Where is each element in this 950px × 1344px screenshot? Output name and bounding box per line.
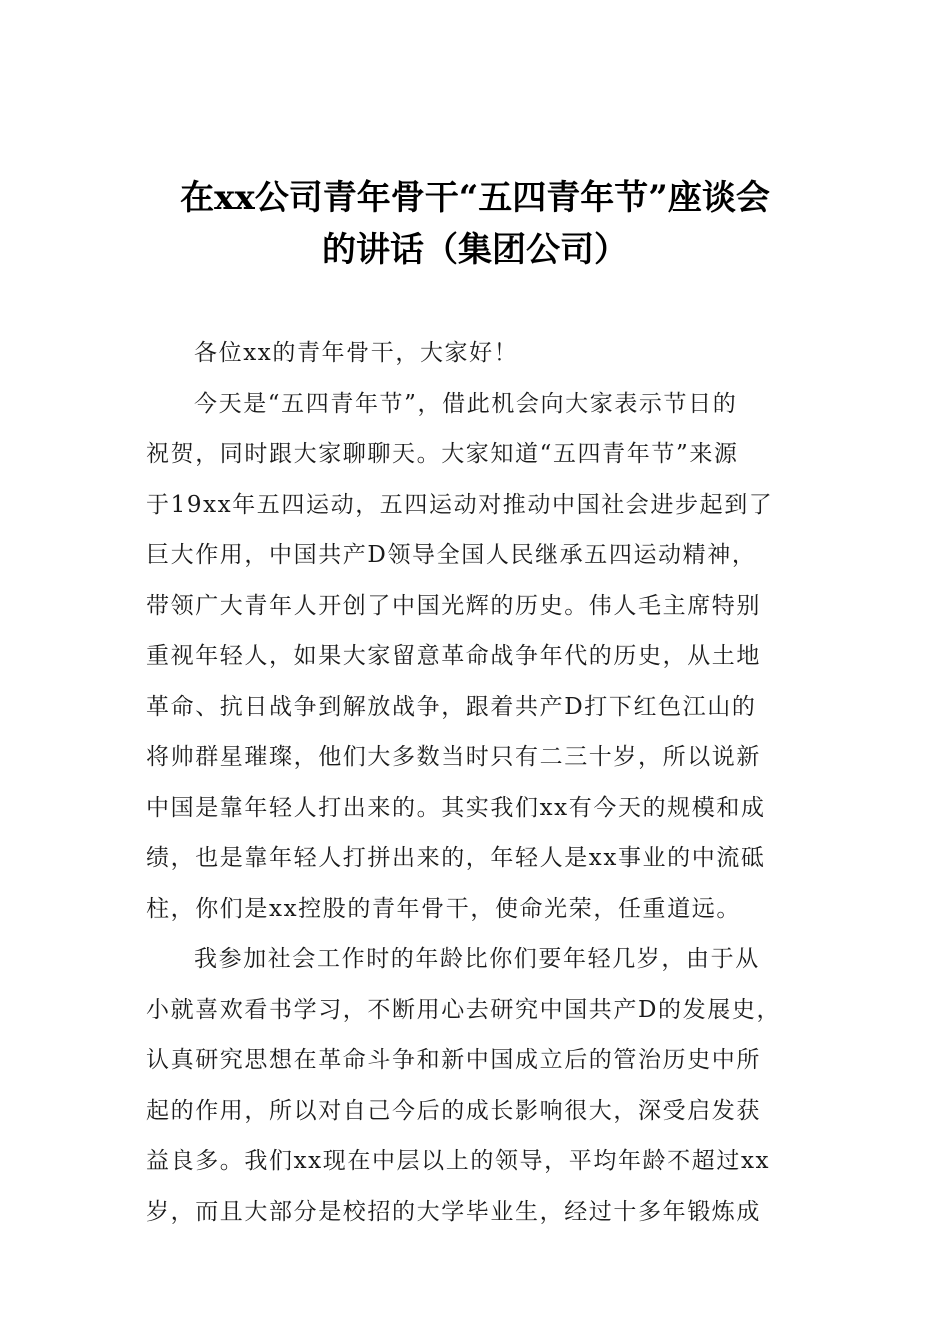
text-line: 祝贺，同时跟大家聊聊天。大家知道“五四青年节”来源 <box>146 441 739 467</box>
document-title <box>140 172 810 276</box>
paragraph-greeting <box>146 328 808 379</box>
text-line: 重视年轻人，如果大家留意革命战争年代的历史，从土地 <box>146 643 761 669</box>
text-line: 巨大作用，中国共产D领导全国人民继承五四运动精神， <box>146 542 757 568</box>
title-line: 在xx公司青年骨干“五四青年节”座谈会 <box>180 178 770 218</box>
text-line: 革命、抗日战争到解放战争，跟着共产D打下红色江山的 <box>146 693 757 720</box>
text-line: 绩，也是靠年轻人打拼出来的，年轻人是xx事业的中流砥 <box>146 845 766 871</box>
text-line: 柱，你们是xx控股的青年骨干，使命光荣，任重道远。 <box>146 895 741 922</box>
paragraph-1 <box>146 379 808 935</box>
text-line: 今天是“五四青年节”，借此机会向大家表示节日的 <box>194 390 738 417</box>
text-line: 各位xx的青年骨干，大家好！ <box>194 340 519 366</box>
text-line: 中国是靠年轻人打出来的。其实我们xx有今天的规模和成 <box>146 794 766 821</box>
text-line: 我参加社会工作时的年龄比你们要年轻几岁，由于从 <box>194 946 760 972</box>
text-line: 小就喜欢看书学习，不断用心去研究中国共产D的发展史， <box>146 996 782 1023</box>
text-line: 岁，而且大部分是校招的大学毕业生，经过十多年锻炼成 <box>146 1198 761 1225</box>
text-line: 将帅群星璀璨，他们大多数当时只有二三十岁，所以说新 <box>146 744 761 770</box>
text-line: 带领广大青年人开创了中国光辉的历史。伟人毛主席特别 <box>146 592 761 619</box>
text-line: 于19xx年五四运动，五四运动对推动中国社会进步起到了 <box>146 491 774 518</box>
paragraph-2 <box>146 934 808 1237</box>
text-line: 益良多。我们xx现在中层以上的领导，平均年龄不超过xx <box>146 1148 771 1174</box>
document-body <box>146 328 808 1237</box>
text-line: 认真研究思想在革命斗争和新中国成立后的管治历史中所 <box>146 1047 761 1073</box>
text-line: 起的作用，所以对自己今后的成长影响很大，深受启发获 <box>146 1097 761 1124</box>
title-line: 的讲话（集团公司） <box>322 230 628 270</box>
